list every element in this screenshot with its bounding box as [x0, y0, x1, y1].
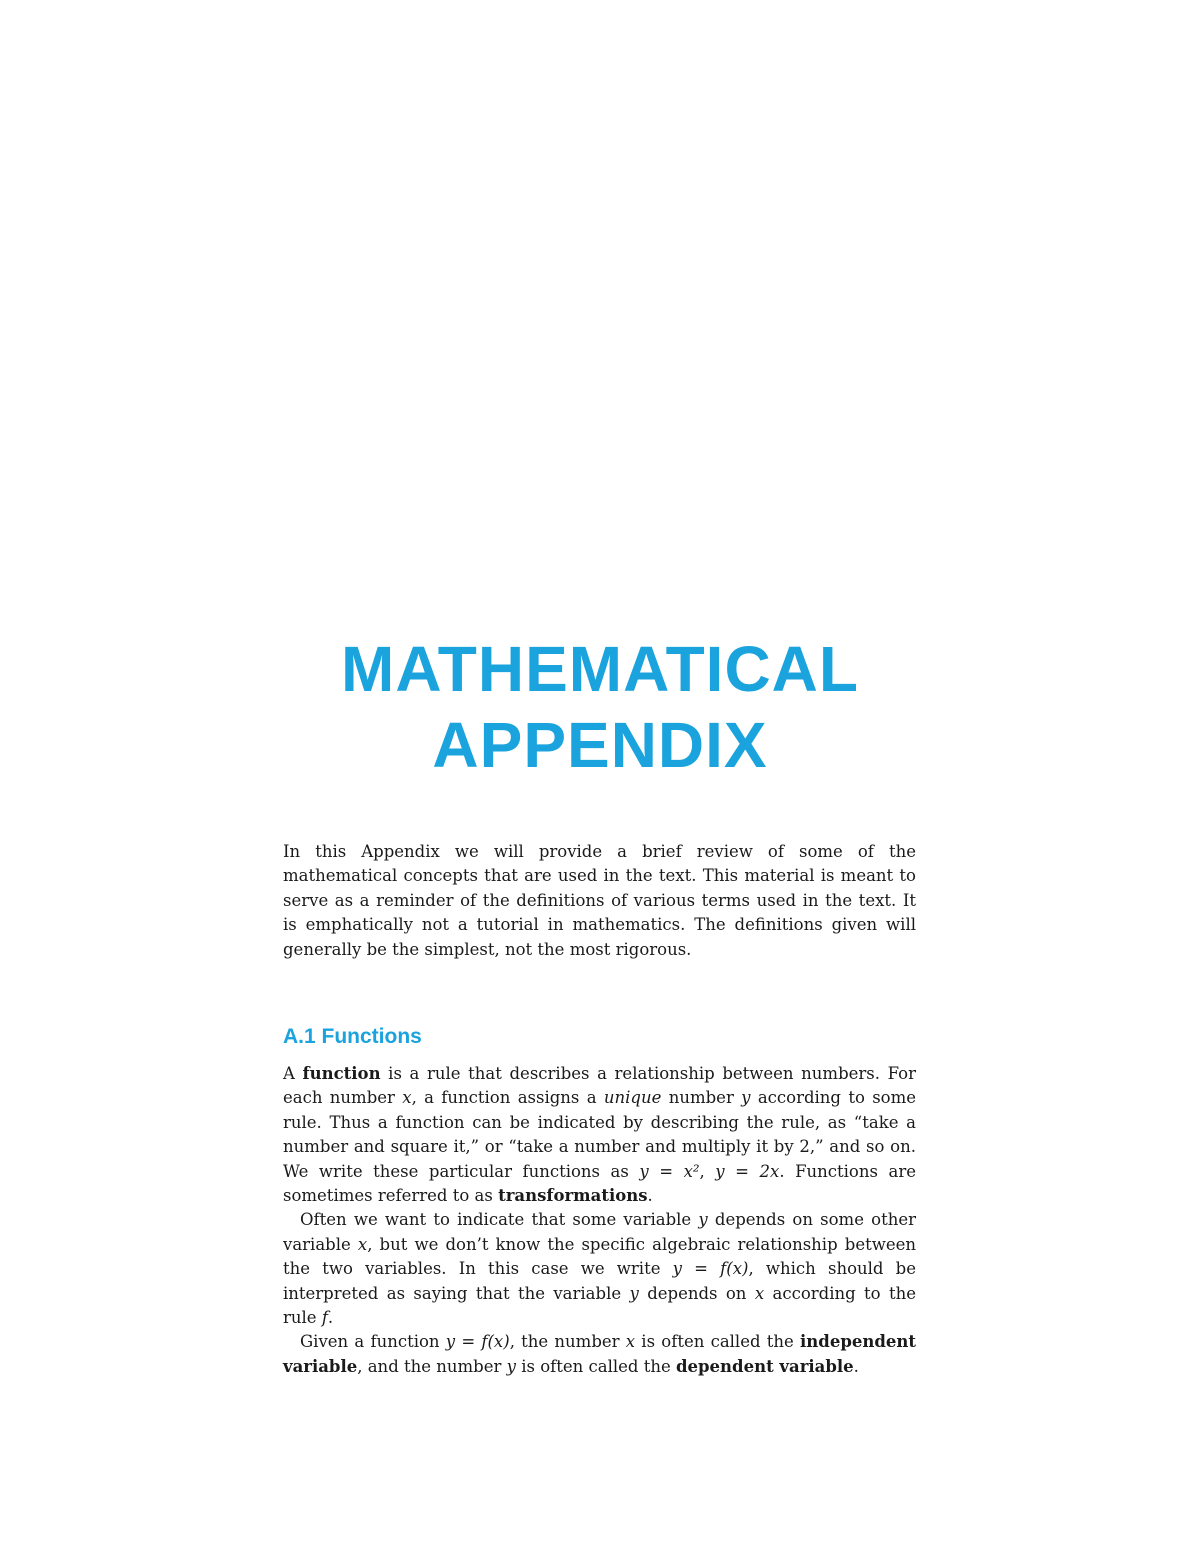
- text-run: , a function assigns a: [411, 1088, 604, 1108]
- term-independent-variable: independent variable: [283, 1332, 917, 1376]
- paragraph-variables: [283, 1330, 916, 1379]
- text-run: Often we want to indicate that some variable: [300, 1210, 699, 1230]
- chapter-title-line-1: MATHEMATICAL: [341, 632, 859, 705]
- text-run: is often called the: [515, 1356, 676, 1376]
- text-run: A: [283, 1064, 303, 1083]
- text-run: number: [661, 1088, 742, 1108]
- emphasis-unique: unique: [603, 1088, 662, 1108]
- section-heading: A.1 Functions: [283, 1025, 422, 1049]
- text-run: Given a function: [300, 1332, 446, 1352]
- equation-y-x-squared: y = x²: [639, 1161, 700, 1181]
- paragraph-dependence: [283, 1208, 916, 1330]
- chapter-title: [270, 631, 930, 783]
- text-run: .: [327, 1308, 334, 1328]
- text-run: is often called the: [635, 1332, 801, 1352]
- math-y: y: [741, 1088, 751, 1108]
- text-run: . Functions are sometimes referred to as: [283, 1161, 916, 1206]
- math-y: y: [698, 1210, 708, 1230]
- math-y: y: [629, 1283, 639, 1303]
- math-x: x: [402, 1088, 412, 1108]
- term-transformations: transformations: [498, 1186, 648, 1206]
- text-run: depends on: [638, 1283, 755, 1303]
- text-run: .: [647, 1186, 653, 1206]
- text-run: .: [853, 1356, 859, 1376]
- text-run: , the number: [509, 1332, 626, 1352]
- text-run: ,: [699, 1161, 716, 1181]
- text-run: , and the number: [357, 1356, 507, 1376]
- term-function: function: [302, 1064, 381, 1083]
- text-run: , which should be interpreted as saying that the variable: [283, 1259, 916, 1303]
- chapter-title-line-2: APPENDIX: [432, 708, 768, 781]
- text-run: depends on some other variable: [283, 1210, 916, 1254]
- term-dependent-variable: dependent variable: [675, 1356, 854, 1376]
- math-f: f: [321, 1308, 328, 1328]
- math-x: x: [754, 1283, 765, 1303]
- paragraph-function-definition: [283, 1062, 916, 1208]
- section-body: [283, 1062, 916, 1379]
- text-run: is a rule that describes a relationship between numbers. For each number: [283, 1064, 916, 1108]
- intro-paragraph: In this Appendix we will provide a brief review of some of the mathematical concepts that are used in the text. This material is meant to serve as a reminder of the definitions of various terms used in the text. It is emphatically not a tutorial in mathematics. The definitions given will generally be the simplest, not the most rigorous.: [283, 842, 916, 959]
- equation-y-f-x: y = f(x): [672, 1259, 749, 1279]
- equation-y-2x: y = 2x: [715, 1161, 780, 1181]
- math-x: x: [625, 1332, 636, 1352]
- equation-y-f-x: y = f(x): [445, 1332, 510, 1352]
- math-x: x: [357, 1234, 368, 1254]
- text-run: , but we don’t know the specific algebraic relationship between the two variables. In this case we write: [283, 1234, 916, 1279]
- text-run: according to the rule: [283, 1283, 916, 1328]
- text-run: according to some rule. Thus a function can be indicated by describing the rule, as “take a number and square it,” or “take a number and multiply it by 2,” and so on. We write these particular functions as: [283, 1088, 917, 1181]
- math-y: y: [506, 1356, 516, 1376]
